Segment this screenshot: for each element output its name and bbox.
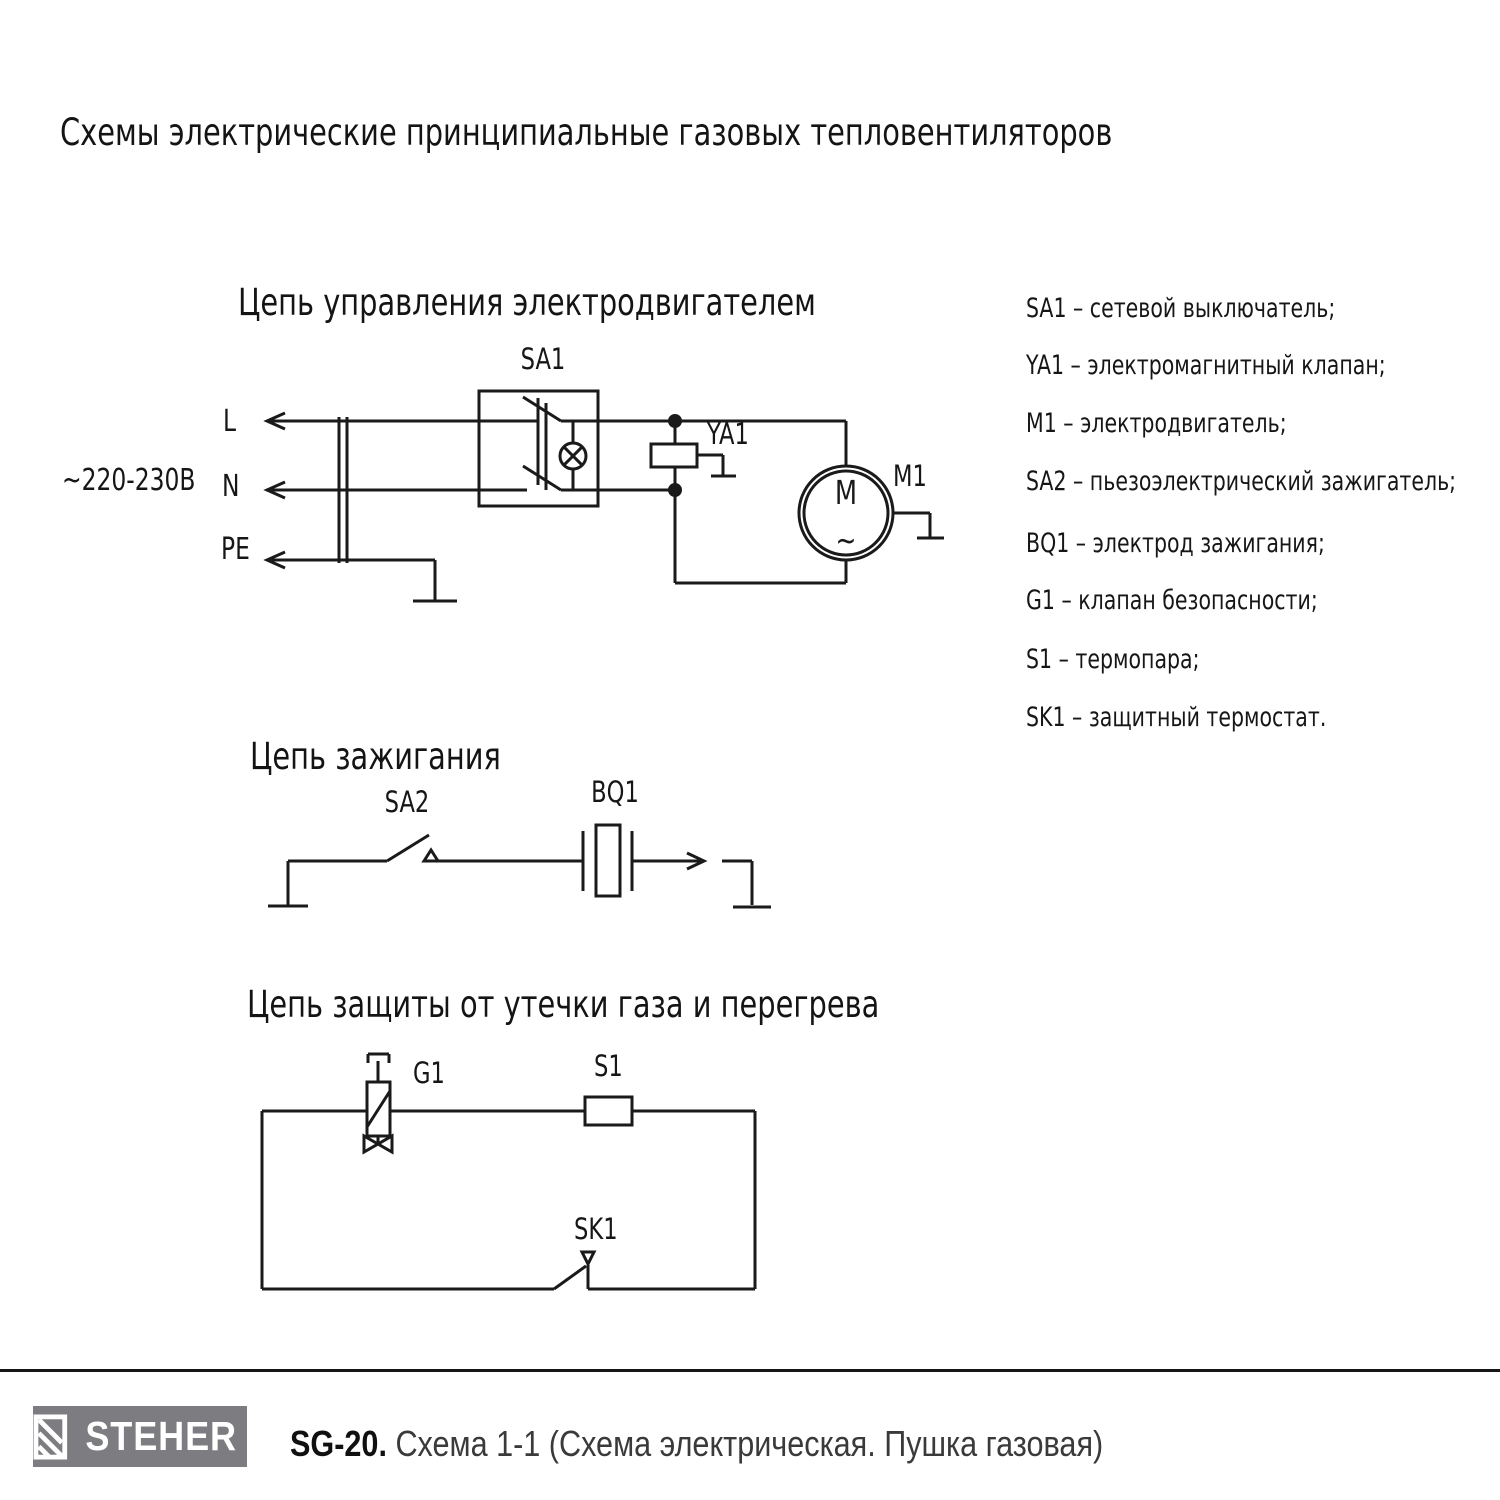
motor-wave-icon: ~ [835, 521, 857, 559]
protection-circuit-drawing [262, 1049, 755, 1289]
legend-item: YA1 – электромагнитный клапан; [1026, 350, 1386, 381]
label-g1: G1 [413, 1056, 445, 1090]
label-sa2: SA2 [384, 785, 430, 819]
label-s1: S1 [594, 1049, 623, 1083]
footer-divider [0, 1369, 1500, 1372]
ignition-circuit-drawing [268, 825, 771, 907]
legend-item: SK1 – защитный термостат. [1026, 702, 1327, 733]
line-label-n: N [222, 469, 240, 504]
label-sa1: SA1 [520, 342, 566, 376]
legend-item: G1 – клапан безопасности; [1026, 585, 1318, 616]
line-label-pe: PE [221, 532, 250, 567]
motor-letter: M [834, 473, 858, 512]
steher-brand-text: STEHER [85, 1413, 237, 1459]
protection-circuit-title: Цепь защиты от утечки газа и перегрева [247, 983, 880, 1026]
steher-logo-icon [33, 1414, 68, 1460]
footer-text [290, 1422, 1103, 1465]
label-ya1: YA1 [707, 417, 749, 451]
page-title: Схемы электрические принципиальные газовых тепловентиляторов [60, 111, 1113, 154]
supply-voltage-label: ~220-230В [62, 463, 196, 498]
legend-item: S1 – термопара; [1026, 644, 1200, 675]
footer-caption: Схема 1-1 (Схема электрическая. Пушка газовая) [395, 1423, 1104, 1464]
footer-model: SG-20. [290, 1423, 387, 1464]
legend-item: SA2 – пьезоэлектрический зажигатель; [1026, 466, 1457, 497]
label-sk1: SK1 [574, 1212, 618, 1246]
steher-logo [33, 1406, 247, 1467]
legend-item: BQ1 – электрод зажигания; [1026, 528, 1325, 559]
legend-item: SA1 – сетевой выключатель; [1026, 293, 1336, 324]
label-bq1: BQ1 [591, 775, 639, 809]
ignition-circuit-title: Цепь зажигания [250, 735, 501, 778]
line-label-l: L [223, 404, 237, 439]
label-m1: M1 [893, 459, 927, 493]
control-circuit-title: Цепь управления электродвигателем [238, 281, 816, 324]
legend-item: M1 – электродвигатель; [1026, 408, 1287, 439]
